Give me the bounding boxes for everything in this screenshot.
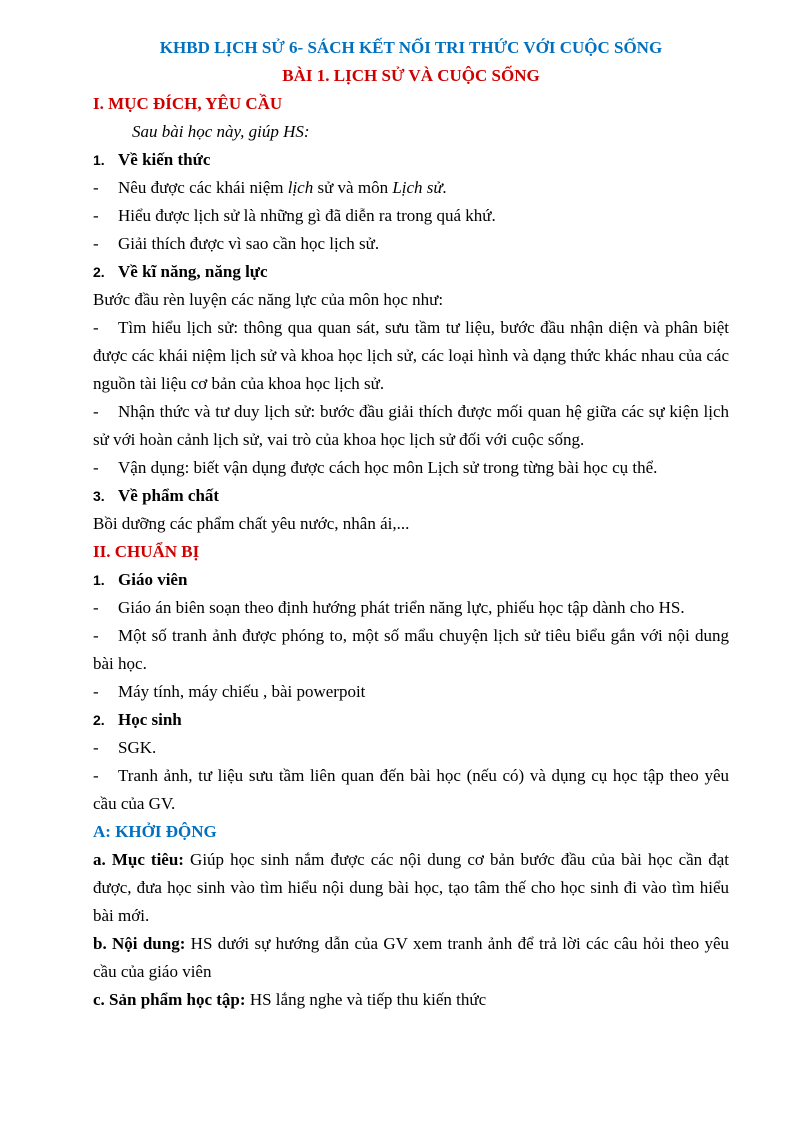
objective-text: Giúp học sinh nắm được các nội dung cơ bản bước đầu của bài học cần đạt được, đưa học sinh vào tìm hiểu nội dung bài học, tạo tâm thế cho học sinh đi vào tìm hiểu bài mới. — [93, 850, 730, 925]
list-item — [93, 734, 729, 762]
dash-bullet: - — [93, 766, 99, 785]
text-run: sử và môn — [313, 178, 393, 197]
list-item-text: Tìm hiểu lịch sử: thông qua quan sát, sưu tầm tư liệu, bước đầu nhận diện và phân biệt được các khái niệm lịch sử và khoa học lịch sử, các loại hình và dạng thức khác nhau của các nguồn tài liệu cơ bản của khoa học lịch sử. — [93, 318, 729, 393]
product-paragraph — [93, 986, 729, 1014]
list-number: 3. — [93, 488, 105, 504]
section-heading-preparation: II. CHUẨN BỊ — [93, 542, 200, 561]
italic-term: lịch — [287, 178, 314, 197]
subheading-qualities — [93, 482, 729, 510]
subheading-label: Về phẩm chất — [118, 486, 220, 505]
dash-bullet: - — [93, 206, 99, 225]
dash-bullet: - — [93, 318, 99, 337]
lead-text: Bồi dưỡng các phẩm chất yêu nước, nhân ái,... — [93, 514, 410, 533]
list-number: 2. — [93, 712, 105, 728]
list-item — [93, 230, 729, 258]
subheading-label: Học sinh — [118, 710, 182, 729]
intro-text: Sau bài học này, giúp HS: — [132, 122, 310, 141]
list-number: 1. — [93, 572, 105, 588]
list-number: 2. — [93, 264, 105, 280]
content-text: HS dưới sự hướng dẫn của GV xem tranh ảnh để trả lời các câu hỏi theo yêu cầu của giáo viên — [93, 934, 729, 981]
section-heading-purpose: I. MỤC ĐÍCH, YÊU CẦU — [93, 94, 283, 113]
section-heading-warmup: A: KHỞI ĐỘNG — [93, 822, 217, 841]
dash-bullet: - — [93, 626, 99, 645]
content-label: b. Nội dung: — [93, 934, 186, 953]
list-item — [93, 314, 729, 398]
list-item — [93, 762, 729, 818]
dash-bullet: - — [93, 458, 99, 477]
dash-bullet: - — [93, 598, 99, 617]
list-item — [93, 398, 729, 454]
list-item-text: Nhận thức và tư duy lịch sử: bước đầu giải thích được mối quan hệ giữa các sự kiện lịch sử với hoàn cảnh lịch sử, vai trò của khoa học lịch sử đối với cuộc sống. — [93, 402, 729, 449]
list-item-text: Hiểu được lịch sử là những gì đã diễn ra trong quá khứ. — [118, 206, 496, 225]
document-title: KHBD LỊCH SỬ 6- SÁCH KẾT NỐI TRI THỨC VỚI CUỘC SỐNG — [159, 38, 663, 57]
list-item — [93, 454, 729, 482]
lesson-title: BÀI 1. LỊCH SỬ VÀ CUỘC SỐNG — [282, 66, 540, 85]
subheading-label: Về kiến thức — [118, 150, 211, 169]
subheading-teacher — [93, 566, 729, 594]
list-item — [93, 594, 729, 622]
list-item-text: SGK. — [118, 738, 157, 757]
list-item-text: Giải thích được vì sao cần học lịch sử. — [118, 234, 380, 253]
subheading-knowledge — [93, 146, 729, 174]
objective-label: a. Mục tiêu: — [93, 850, 184, 869]
product-label: c. Sản phẩm học tập: — [93, 990, 246, 1009]
dash-bullet: - — [93, 178, 99, 197]
subheading-label: Về kĩ năng, năng lực — [118, 262, 268, 281]
dash-bullet: - — [93, 738, 99, 757]
list-item-text: Máy tính, máy chiếu , bài powerpoit — [118, 682, 366, 701]
dash-bullet: - — [93, 682, 99, 701]
subheading-student — [93, 706, 729, 734]
list-item — [93, 622, 729, 678]
document-content — [93, 34, 729, 1014]
italic-term: Lịch sử. — [392, 178, 447, 197]
list-item-text: Giáo án biên soạn theo định hướng phát triển năng lực, phiếu học tập dành cho HS. — [118, 598, 685, 617]
text-run: Nêu được các khái niệm — [118, 178, 288, 197]
subheading-label: Giáo viên — [118, 570, 188, 589]
objective-paragraph — [93, 846, 729, 930]
product-text: HS lắng nghe và tiếp thu kiến thức — [245, 990, 487, 1009]
dash-bullet: - — [93, 234, 99, 253]
list-item-text: Tranh ảnh, tư liệu sưu tầm liên quan đến bài học (nếu có) và dụng cụ học tập theo yêu cầu của GV. — [93, 766, 729, 813]
dash-bullet: - — [93, 402, 99, 421]
list-item-text: Một số tranh ảnh được phóng to, một số mẩu chuyện lịch sử tiêu biểu gắn với nội dung bài học. — [93, 626, 729, 673]
subheading-skills — [93, 258, 729, 286]
lead-text: Bước đầu rèn luyện các năng lực của môn học như: — [93, 290, 444, 309]
list-item-text: Vận dụng: biết vận dụng được cách học môn Lịch sử trong từng bài học cụ thể. — [118, 458, 658, 477]
list-item — [93, 202, 729, 230]
list-number: 1. — [93, 152, 105, 168]
content-paragraph — [93, 930, 729, 986]
list-item — [93, 174, 729, 202]
list-item — [93, 678, 729, 706]
